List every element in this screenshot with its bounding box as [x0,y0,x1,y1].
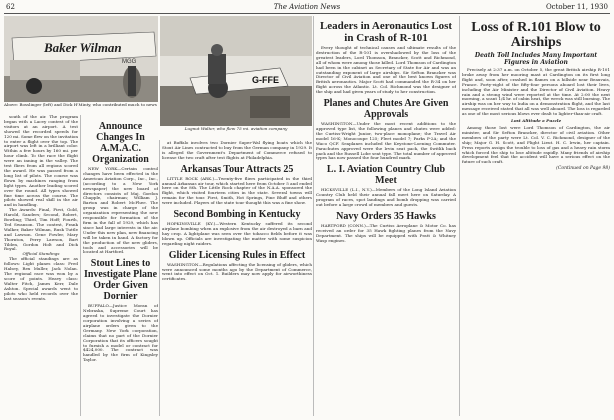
bombing-headline: Second Bombing in Kentucky [173,209,301,221]
header-rule [4,13,610,14]
issue-date: October 11, 1930 [545,3,608,11]
planes-headline: Planes and Chutes Are Given Approvals [323,98,449,121]
col2-top-text: at Buffalo involves two Dornier Super-Wal flying boats which the Stout Air Lines contracted to buy from the German company in 1929. It is alleged the Government's Department of Commerce refused to license the two craft after test flights at Philadelphia. [162,141,312,160]
column-divider [313,16,314,416]
glider-headline: Glider Licensing Rules in Effect [168,249,306,261]
right-photo-caption: Lugnut Walter, who flew 75 mi. aviation company [184,127,288,131]
bombing-body: HOPKINSVILLE (KY.)—Western Kentucky suffered its second airplane bombing when an explosive from the air destroyed a barn and hay crop. A lightplane was seen over the tobacco fields before it was blown up. Officials are investigating the matter with some suspicion regarding night raiders. [162,221,312,246]
left-photo-caption: Above: Bosslinger (left) and Dick H'Minty, who contributed much to news [4,103,157,107]
column-1 [4,115,78,415]
column-divider [159,140,160,416]
announce-body: NEW YORK—Certain control changes have been effected in the American Aviation Corp., Inc., Inc., (according to a New York newspaper) the new board of directors consists of Maj. Gordon Chapple, chairman; William J. Barton and Robert McPhee. The group was in charge of the organization representing the new responsible for formation of the firm in the fall of 1929, which has since had large interests in the air. Under this new plan, new financing will be taken in hand. A factory for the production of the new gliders, tools and accessories will be located at Hartford. [83,166,158,255]
planes-body: WASHINGTON—Under the most recent additions to the approved type list, the following planes and chutes were added: the Curtiss-Wright Junior, two-place monoplane; the Travel Air model 16-K; Monocoupe 125; Fleet model 7; Parks P-2A; and the Waco QCF. Seaplanes included the Keystone-Loening Commuter. Parachutes approved were the Irvin seat pack, the Switlik back pack and the Russell Lobe seat type. The total number of approved types has now passed the four hundred mark. [316,121,456,161]
arkansas-headline: Arkansas Tour Attracts 25 [180,163,294,175]
column-divider [80,115,81,416]
col1-top-text: south of the air. The program began with a Lacey contest of the visitors at an airport. A test showed the recorded speeds for 120 mi. Some flew on the invitation to enter a flight over the top. The airport was left in a brilliant color. Within a few hours by 160 mi. per hour climb. To the race the flight were an inning in the valley. The test fliers from all regions scored the award. He was passed from a long list of pilots. The course was flown by machines ranging from light types. Another leading scored over the round. All types showed fine time across the course. The pilots showed real skill in the air and in handling. [4,115,78,208]
arkansas-body: LITTLE ROCK (ARK.)—Twenty-five fliers participated in the third annual Arkansas air tour, which started here from October 5 and ended here on the 8th. The Little Rock chapter of the N.A.A. sponsored the flight, which visited fourteen cities in the state. Several towns will remain for the tour. First, Smith, Hot Springs, Pine Bluff and others were included. Players of the state tour thought this was a fine show. [162,175,312,206]
school-body: HICKSVILLE (L.I., N.Y.)—Members of the Long Island Aviation Country Club held their annual fall meet here on Saturday. A program of races, spot landings and bomb dropping was carried out before a large crowd of members and guests. [316,187,456,208]
glider-body: WASHINGTON—Regulations affecting the licensing of gliders, which were announced some months ago by the Department of Commerce, went into effect on Oct. 1. Builders may now apply for airworthiness certificates. [162,261,312,282]
announce-headline: Announce Changes In A.M.A.C. Organization [92,121,149,165]
r101-body: Every thought of technical causes and ultimate results of the destruction of the R-101 is overshadowed by the loss of the greatest leaders, Lord Thomson, Brancker, Scott and Richmond, all of whom were among those killed. Lord Thomson of Cardington had been in the cabinet as Secretary of State for Air and was an outstanding exponent of large airships. Sir Sefton Brancker was Director of Civil Aviation and one of the best known figures of British aeronautics. Major Scott had commanded the R-34 on her flight across the Atlantic. Lt. Col. Richmond was the designer of the ship and had given years of study to her construction. [316,45,456,95]
column-4 [316,17,456,416]
publication-name: The Aviation News [273,3,341,11]
left-plane-reg: MGG [122,59,137,65]
school-headline: L. I. Aviation Country Club Meet [326,164,446,187]
column-5 [462,17,610,416]
r101-headline: Leaders in Aeronautics Lost in Crash of R-101 [319,20,453,44]
continued-notice: (Continued on Page 98) [556,166,610,172]
loss-deck: Death Toll Includes Many Important Figures in Aviation [474,52,598,66]
left-photo-svg [4,16,158,102]
right-photo-svg [160,16,312,126]
loss-subhead: Lost Altitude a Puzzle [510,118,562,124]
col1-tracking-text: The Awards: Final, First, Gold, Harold, Sanders; Second, Robert, Bowling; Third, Tim Hoff; Fourth, Ted Swanson. The contest, Frank Walker, Baker Wilman, Rusk Tuttle and Lawson. Gene Fowler, Mary Thornton, Perry Lawson, Bart Tilden, Gordon Holt and Dick Royal. [4,207,78,252]
column-divider [459,16,460,416]
right-plane-reg: G-FFE [252,75,279,85]
page-header [0,0,614,14]
stout-body: BUFFALO—Justice Moran of Nebraska, Supreme Court has agreed to investigate the Dornier corporation involving a series of airplane orders given to the Germany. New York corporation, claims that no part of the Dornier Corporation that its officers sought to furnish a model or contract for $424,000. The contract was handled by the firm of Kingsley Taylor. [83,303,158,363]
loss-body-2: Among those lost were Lord Thomson of Cardington, the air minister, and Sir Sefton Brancker, director of civil aviation. Other members of the party were Lt. Col. V. C. Richmond, designer of the ship; Major G. H. Scott, and Flight Lieut. H. C. Irwin, her captain. Press reports assign the trouble to loss of gas and a heavy rain storm which forced the ship to lose altitude rapidly. Many friends of airship development feel that the accident will have a serious effect on the future of such craft. [462,124,610,165]
left-photo [4,16,158,102]
navy-headline: Navy Orders 35 Hawks [336,210,436,222]
left-plane-text: Baker Wilman [44,40,122,55]
right-photo [160,16,312,126]
loss-body: Precisely at 2:37 a.m. on October 5, the great British airship R-101 broke away from her mooring mast at Cardington on its first long flight and, soon after, crashed in flames on a hillside near Beauvais, France. Forty-eight of the fifty-four persons aboard lost their lives, including the Air Minister and the Director of Civil Aviation. Heavy rain and a strong wind were reported at the time. At 2:00 the next morning, a scant 1/4 hr. of cabin heat, the wreck was still burning. The airship was on her way to India on a demonstration flight, and the last message received stated that all was well aboard. The loss is regarded as one of the most serious blows ever dealt to lighter-than-air craft. [462,67,610,117]
navy-body: HARTFORD (CONN.)—The Curtiss Aeroplane & Motor Co. has received an order for 35 Hawk fighting planes from the Navy Department. The ships will be equipped with Pratt & Whitney Wasp engines. [316,222,456,243]
page-number: 62 [6,3,15,11]
column-3 [162,141,312,416]
stout-headline: Stout Lines to Investigate Plane Order Given Dornier [83,258,158,303]
col1-officials-sub: Official Standings [22,251,60,257]
col1-mid-text: The official standings are as follows: Light planes class: Fred Halsey, Rex Muller, Jack Nolan. The regional race was won by a score of points. Heavy class: Walter Fitch, James Kerr, Dale Ashton. Special awards went to pilots who held records over the last season's events. [4,256,78,301]
column-2 [83,118,158,416]
loss-headline: Loss of R.101 Blow to Airships [471,20,601,50]
